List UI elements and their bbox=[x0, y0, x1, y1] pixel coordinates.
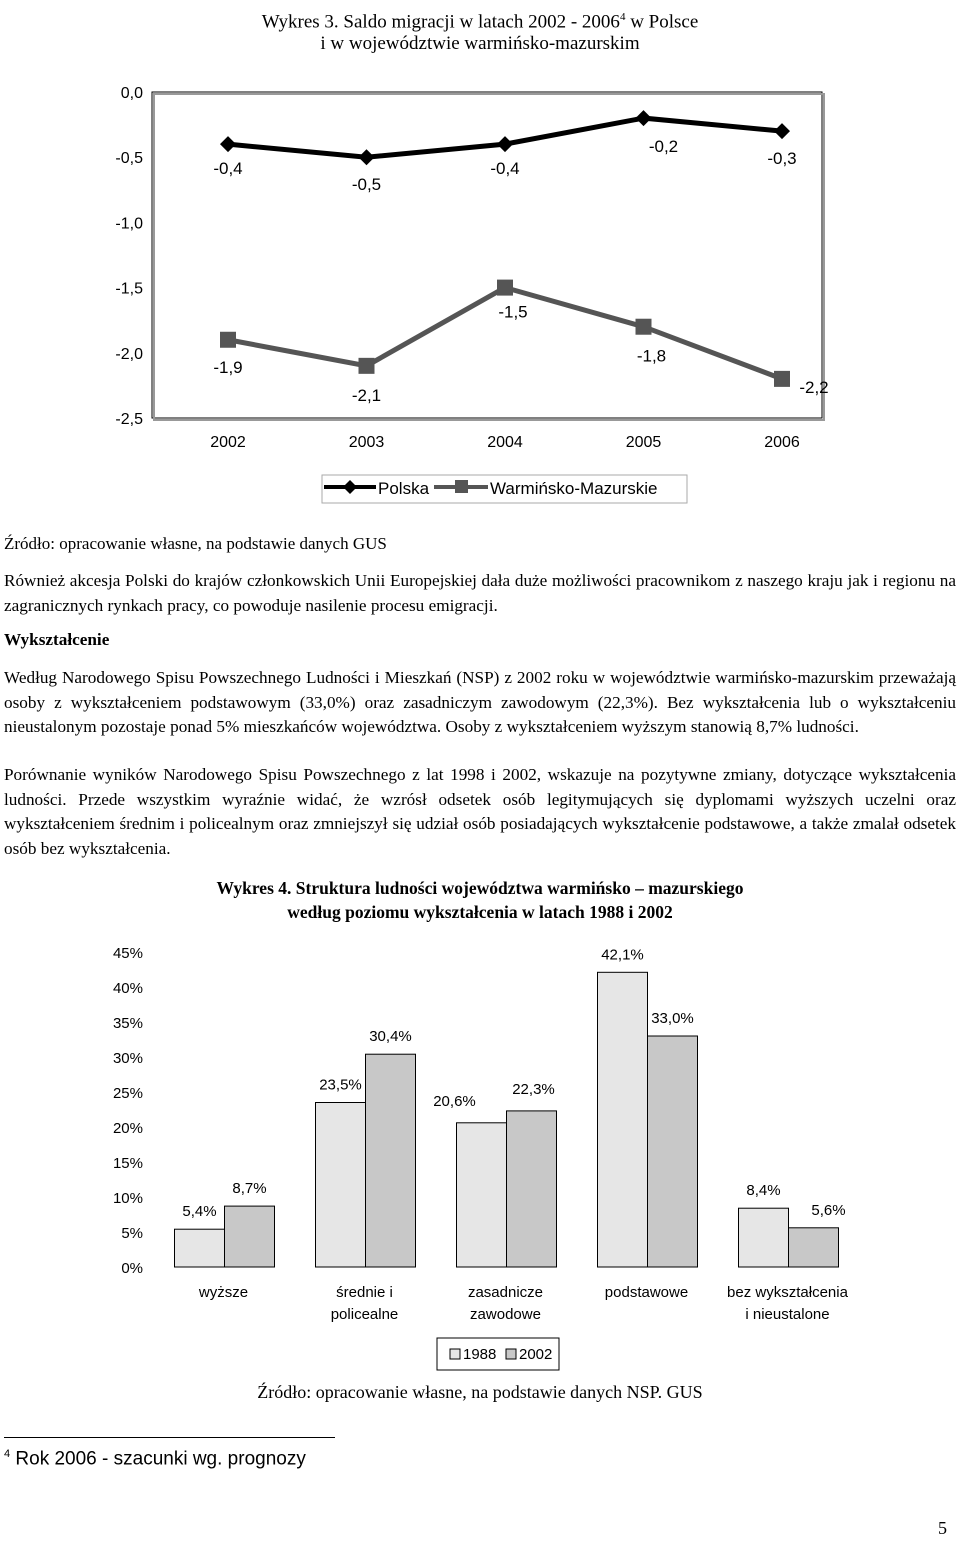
paragraph-comparison: Porównanie wyników Narodowego Spisu Powszechnego z lat 1998 i 2002, wskazuje na pozytywne zmiany, dotyczące wykształcenia ludności. Przede wszystkim wyraźnie widać, że wzrósł odsetek osób legitymujących się dyplomami wyższych uczelni oraz wykształceniem średnim i policealnym oraz zmniejszył się udział osób posiadających wykształcenie podstawowe, a także zmalał odsetek osób bez wykształcenia. bbox=[4, 765, 956, 858]
section-heading: Wykształcenie bbox=[4, 630, 110, 649]
x-tick-label: 2003 bbox=[348, 434, 385, 451]
category-label: policealne bbox=[330, 1306, 399, 1323]
y-tick-label: 5% bbox=[121, 1225, 143, 1242]
point-marker bbox=[636, 319, 652, 335]
category-label: i nieustalone bbox=[745, 1306, 830, 1323]
bar-1988 bbox=[457, 1123, 507, 1267]
paragraph-accession: Również akcesja Polski do krajów członkowskich Unii Europejskiej dała duże możliwości pracownikom z naszego kraju jak i regionu na zagranicznych rynkach pracy, co powoduje nasilenie procesu emigracji. bbox=[4, 571, 956, 615]
y-tick-label: -2,5 bbox=[115, 411, 143, 428]
point-marker bbox=[497, 280, 513, 296]
bar-data-label: 23,5% bbox=[319, 1076, 362, 1094]
bar-data-label: 30,4% bbox=[369, 1028, 412, 1046]
bar-data-label: 22,3% bbox=[512, 1080, 555, 1098]
point-marker bbox=[359, 358, 375, 374]
category-label: bez wykształcenia bbox=[727, 1284, 848, 1301]
y-tick-label: -1,0 bbox=[115, 215, 143, 233]
bar-1988 bbox=[316, 1103, 366, 1268]
category-label: średnie i bbox=[336, 1284, 393, 1301]
bar-data-label: 33,0% bbox=[651, 1010, 694, 1027]
bar-data-label: 42,1% bbox=[601, 946, 644, 964]
y-tick-label: -0,5 bbox=[115, 150, 143, 168]
bar-data-label: 8,4% bbox=[746, 1182, 781, 1200]
y-tick-label: 10% bbox=[112, 1190, 143, 1207]
category-label: zasadnicze bbox=[467, 1284, 544, 1301]
legend-label: 2002 bbox=[519, 1346, 553, 1363]
category-label: podstawowe bbox=[604, 1284, 689, 1301]
x-tick-label: 2005 bbox=[625, 434, 662, 451]
bar-data-label: 5,4% bbox=[182, 1203, 217, 1221]
bar-1988 bbox=[598, 972, 648, 1267]
bar-1988 bbox=[739, 1208, 789, 1267]
point-marker bbox=[220, 332, 236, 348]
legend-label: 1988 bbox=[463, 1346, 497, 1363]
y-tick-label: 45% bbox=[112, 945, 143, 962]
plot-area bbox=[152, 92, 822, 418]
footnote-separator bbox=[4, 1437, 335, 1438]
chart3-title: Wykres 3. Saldo migracji w latach 2002 - 2006$^4$ w Polsce i w województwie warmińsko-mazurskim bbox=[261, 11, 699, 55]
data-label: -0,2 bbox=[648, 137, 679, 157]
paragraph-census: Według Narodowego Spisu Powszechnego Ludności i Mieszkań (NSP) z 2002 roku w województwie warmińsko-mazurskim przeważają osoby z wykształceniem podstawowym (33,0%) oraz zasadniczym zawodowym (22,3%). Bez wykształcenia lub o wykształceniu nieustalonym pozostaje ponad 5% mieszkańców województwa. Osoby z wykształceniem wyższym stanowią 8,7% ludności. bbox=[4, 668, 956, 736]
migration-line-chart bbox=[0, 70, 960, 515]
data-label: -0,3 bbox=[767, 149, 797, 169]
data-label: -2,1 bbox=[351, 385, 382, 405]
y-tick-label: 0,0 bbox=[120, 85, 143, 102]
legend-marker-warminsko bbox=[455, 480, 468, 493]
bar-2002 bbox=[648, 1036, 698, 1267]
bar-2002 bbox=[225, 1206, 275, 1267]
chart4-source: Źródło: opracowanie własne, na podstawie danych NSP. GUS bbox=[257, 1382, 703, 1402]
y-tick-label: -1,5 bbox=[115, 280, 143, 298]
x-tick-label: 2002 bbox=[210, 434, 246, 451]
data-label: -1,9 bbox=[213, 357, 243, 377]
y-tick-label: 35% bbox=[112, 1015, 143, 1032]
y-tick-label: 20% bbox=[112, 1120, 143, 1137]
category-label: wyższe bbox=[198, 1284, 249, 1301]
y-tick-label: 15% bbox=[112, 1155, 143, 1172]
x-tick-label: 2004 bbox=[487, 434, 523, 451]
bar-1988 bbox=[175, 1229, 225, 1267]
y-tick-label: -2,0 bbox=[115, 345, 143, 363]
point-marker bbox=[774, 371, 790, 387]
y-tick-label: 0% bbox=[121, 1260, 143, 1277]
x-tick-label: 2006 bbox=[764, 434, 800, 451]
legend-swatch-1988 bbox=[450, 1349, 460, 1359]
data-label: -1,8 bbox=[636, 346, 667, 366]
y-tick-label: 25% bbox=[112, 1085, 143, 1102]
bar-data-label: 20,6% bbox=[433, 1092, 476, 1110]
legend-label: Warmińsko-Mazurskie bbox=[490, 479, 658, 498]
bar-2002 bbox=[366, 1054, 416, 1267]
education-bar-chart bbox=[0, 930, 960, 1375]
data-label: -0,4 bbox=[213, 159, 243, 179]
data-label: -1,5 bbox=[498, 302, 528, 322]
chart3-source: Źródło: opracowanie własne, na podstawie danych GUS bbox=[4, 534, 387, 553]
bar-data-label: 8,7% bbox=[232, 1180, 267, 1198]
legend-swatch-2002 bbox=[506, 1349, 516, 1359]
data-label: -0,5 bbox=[351, 175, 382, 195]
data-label: -2,2 bbox=[799, 377, 829, 397]
bar-data-label: 5,6% bbox=[811, 1201, 846, 1219]
category-label: zawodowe bbox=[470, 1306, 541, 1323]
legend-label: Polska bbox=[378, 479, 430, 498]
footnote: $^4$ Rok 2006 - szacunki wg. prognozy bbox=[4, 1448, 306, 1470]
y-tick-label: 40% bbox=[112, 980, 143, 997]
page-number: 5 bbox=[938, 1518, 947, 1538]
bar-2002 bbox=[507, 1111, 557, 1267]
y-tick-label: 30% bbox=[112, 1050, 143, 1067]
chart4-title: Wykres 4. Struktura ludności województwa warmińsko – mazurskiego według poziomu wykształcenia w latach 1988 i 2002 bbox=[216, 878, 744, 922]
bar-2002 bbox=[789, 1228, 839, 1267]
data-label: -0,4 bbox=[490, 159, 520, 179]
